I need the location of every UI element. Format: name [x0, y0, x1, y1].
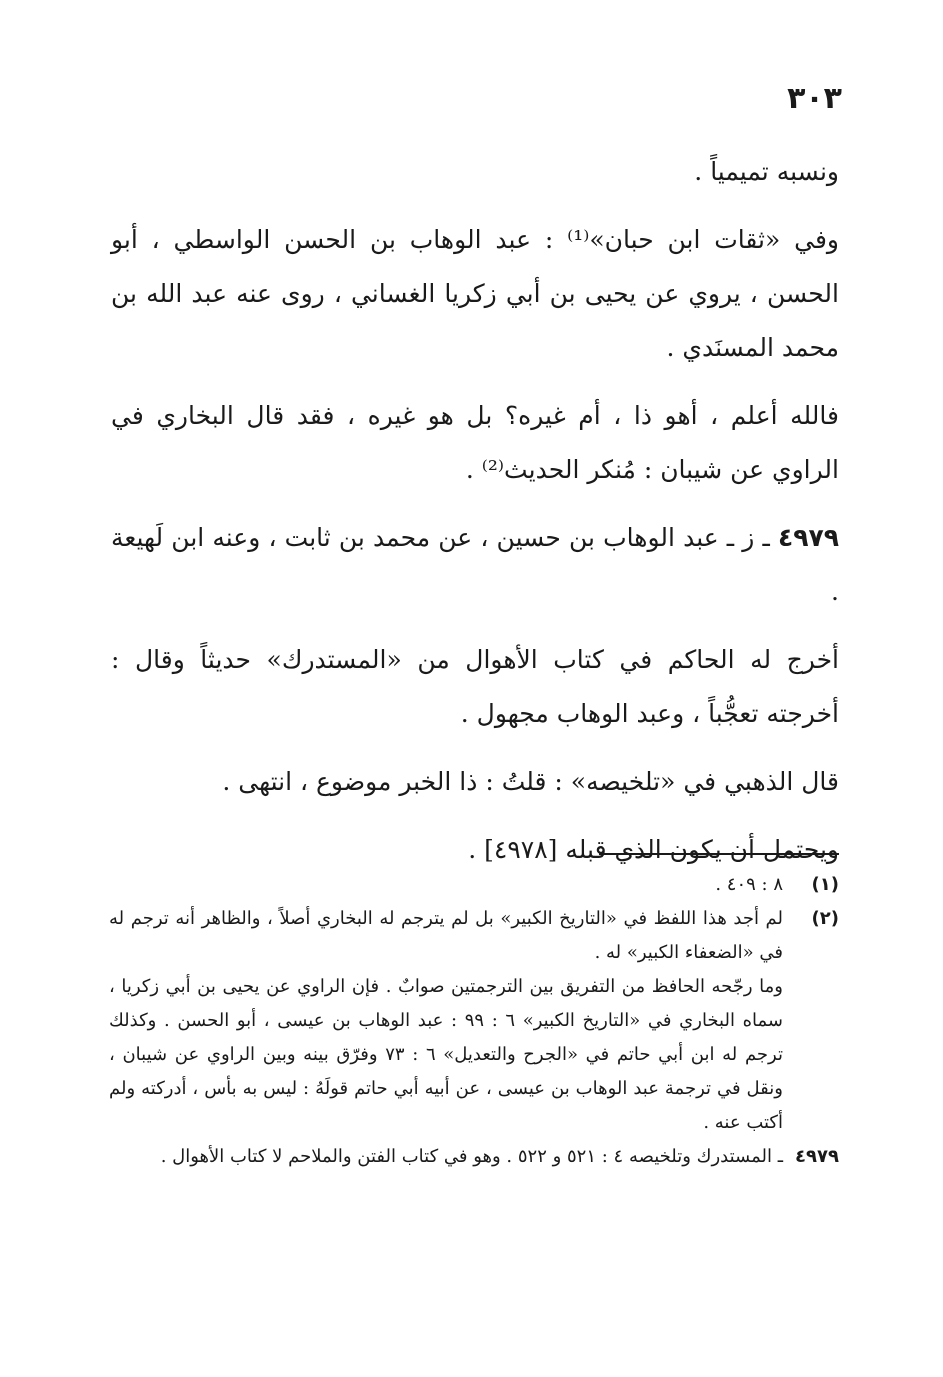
footnote-2: [109, 902, 839, 970]
paragraph-lineage: ونسبه تميمياً .: [694, 157, 839, 186]
footnote-text: ٨ : ٤٠٩ .: [715, 874, 783, 895]
footnote-2-continuation: وما رجّحه الحافظ من التفريق بين الترجمتين صوابٌ . فإن الراوي عن يحيى بن أبي زكريا ، سماه البخاري في «التاريخ الكبير» ٦ : ٩٩ : عبد الوهاب بن عيسى ، أبو الحسن . وكذلك ترجم له ابن أبي حاتم في «الجرح والتعديل» ٦ : ٧٣ وفرّق بينه وبين الراوي عن شيبان ، ونقل في ترجمة عبد الوهاب بن عيسى ، عن أبيه أبي حاتم قولَهُ : ليس به بأس ، أدركته ولم أكتب عنه .: [109, 976, 783, 1133]
footnote-text: ـ المستدرك وتلخيصه ٤ : ٥٢١ و ٥٢٢ . وهو في كتاب الفتن والملاحم لا كتاب الأهوال .: [160, 1146, 783, 1167]
footnote-number: (١): [811, 874, 839, 895]
paragraph-possibility: ويحتمل أن يكون الذي قبله [٤٩٧٨] .: [468, 835, 839, 864]
entry-text: ـ ز ـ عبد الوهاب بن حسين ، عن محمد بن ثابت ، وعنه ابن لَهيعة .: [111, 523, 839, 606]
footnote-4979: [109, 1140, 839, 1174]
footnote-divider: [599, 853, 839, 855]
footnote-number: (٢): [811, 908, 839, 929]
paragraph-hakim: أخرج له الحاكم في كتاب الأهوال من «المستدرك» حديثاً وقال : أخرجته تعجُّباً ، وعبد الوهاب مجهول .: [111, 645, 839, 728]
paragraph-ibn-hibban: وفي «ثقات ابن حبان»⁽¹⁾ : عبد الوهاب بن الحسن الواسطي ، أبو الحسن ، يروي عن يحيى بن أبي زكريا الغساني ، روى عنه عبد الله بن محمد المسنَدي .: [111, 225, 839, 362]
footnotes: [109, 868, 839, 1174]
footnote-text: لم أجد هذا اللفظ في «التاريخ الكبير» بل لم يترجم له البخاري أصلاً ، والظاهر أنه ترجم له في «الضعفاء الكبير» له .: [109, 908, 783, 963]
main-text: [111, 145, 839, 891]
entry-number: ٤٩٧٩: [777, 523, 839, 552]
page-number: ٣٠٣: [787, 81, 842, 116]
footnote-number: ٤٩٧٩: [795, 1146, 839, 1167]
footnote-1: [109, 868, 839, 902]
paragraph-dhahabi: قال الذهبي في «تلخيصه» : قلتُ : ذا الخبر موضوع ، انتهى .: [222, 767, 839, 796]
paragraph-bukhari: فالله أعلم ، أهو ذا ، أم غيره؟ بل هو غيره ، فقد قال البخاري في الراوي عن شيبان : مُنكر الحديث⁽²⁾ .: [111, 401, 839, 484]
paragraph-entry-4979: [111, 511, 839, 619]
